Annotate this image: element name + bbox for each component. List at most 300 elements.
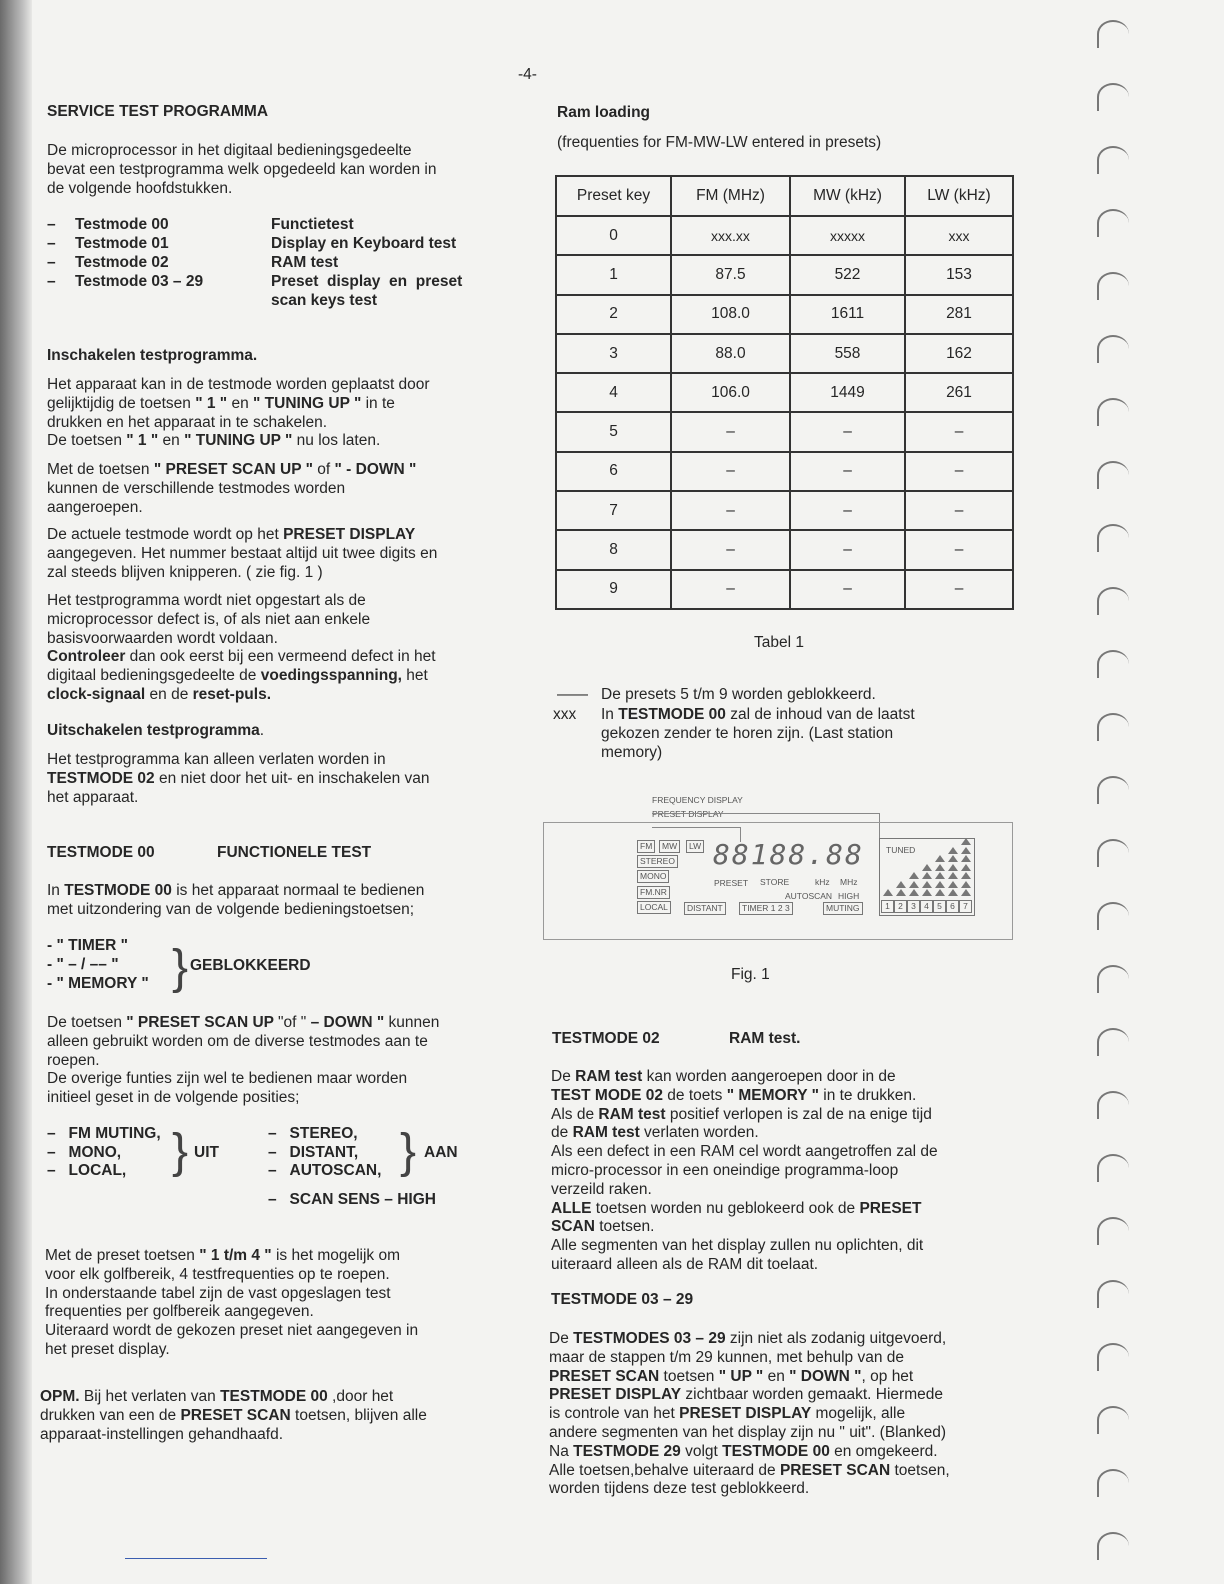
text-line — [47, 545, 437, 564]
mw-segment: MW — [659, 840, 680, 853]
bold-text-run: PRESET — [859, 1199, 922, 1217]
level-number: 7 — [959, 900, 972, 913]
bold-text-run: TESTMODE 00 — [618, 706, 726, 723]
signal-bar-icon — [948, 872, 958, 879]
text-run: toetsen worden nu geblokeerd ook de — [591, 1199, 860, 1217]
testmode-description: Functietest — [271, 216, 354, 233]
bold-text-run: OPM. — [40, 1388, 80, 1405]
section-title: SERVICE TEST PROGRAMMA — [47, 103, 269, 120]
text-run: en de — [145, 685, 193, 703]
muting-segment: MUTING — [823, 902, 863, 915]
text-line — [47, 882, 424, 901]
text-run: de toets — [662, 1086, 727, 1104]
binder-hole — [1097, 965, 1129, 993]
signal-bar-icon — [909, 872, 919, 879]
table-cell: – — [905, 452, 1013, 491]
text-line — [549, 1480, 950, 1499]
text-run: De toetsen — [47, 432, 127, 450]
brace-icon: } — [172, 1125, 189, 1178]
text-run: voor elk golfbereik, 4 testfrequenties op te roepen. — [45, 1265, 390, 1283]
text-run: gekozen zender te horen zijn. (Last station — [601, 724, 894, 742]
text-line — [45, 1285, 418, 1304]
binder-hole — [1097, 587, 1129, 615]
bold-text-run: PRESET DISPLAY — [283, 526, 416, 543]
text-run: in te — [361, 394, 395, 412]
text-run: verlaten worden. — [639, 1124, 759, 1142]
bold-text-run: " TUNING UP " — [184, 432, 293, 450]
level-number: 6 — [946, 900, 959, 913]
ram-loading-subtitle: (frequenties for FM-MW-LW entered in presets) — [557, 134, 882, 151]
bold-text-run: PRESET SCAN — [779, 1461, 891, 1479]
text-line — [47, 770, 430, 789]
high-segment: HIGH — [838, 891, 860, 901]
text-run: zal de inhoud van de laatst — [725, 706, 915, 723]
table-cell: 153 — [905, 255, 1013, 294]
on-item: AUTOSCAN, — [289, 1162, 382, 1179]
uitschakelen-heading — [47, 722, 264, 741]
text-run: drukken van een de — [40, 1406, 181, 1424]
table-cell: – — [905, 530, 1013, 569]
bold-text-run: PRESET DISPLAY — [679, 1405, 812, 1423]
signal-bar-icon — [961, 855, 971, 862]
fm-segment: FM — [637, 840, 655, 853]
table-cell: – — [790, 530, 905, 569]
table-cell: xxxxx — [790, 216, 905, 255]
signal-bar-icon — [935, 855, 945, 862]
binder-hole — [1097, 398, 1129, 426]
text-run: en — [158, 432, 185, 450]
text-run: aangegeven. Het nummer bestaat altijd uit twee digits en — [47, 544, 438, 562]
text-line — [549, 1386, 950, 1405]
heading-period: . — [259, 722, 265, 739]
text-line — [47, 667, 436, 686]
text-run: toetsen, blijven alle — [290, 1406, 427, 1424]
testmode-description: RAM test — [271, 254, 339, 271]
text-line — [551, 1143, 938, 1162]
text-run: mogelijk, alle — [811, 1405, 906, 1423]
blocked-key: - " – / –– " — [47, 955, 119, 973]
column-header: Preset key — [556, 176, 671, 216]
brace-icon: } — [172, 941, 189, 994]
table-cell: 88.0 — [671, 334, 790, 373]
text-run: apparaat-instellingen gehandhaafd. — [40, 1425, 284, 1443]
stereo-segment: STEREO — [637, 855, 678, 868]
signal-bar-icon — [961, 838, 971, 845]
text-run: ,door het — [327, 1388, 394, 1405]
signal-bar-icon — [922, 889, 932, 896]
bold-text-run: TESTMODE 00 — [220, 1388, 328, 1405]
text-line — [601, 744, 915, 763]
text-run: in te drukken. — [818, 1086, 917, 1104]
binder-hole — [1097, 1154, 1129, 1182]
table-cell: 162 — [905, 334, 1013, 373]
signal-bar-icon — [935, 881, 945, 888]
tuned-segment: TUNED — [886, 845, 916, 855]
testmode-name: Testmode 02 — [75, 254, 169, 271]
table-cell: 1611 — [790, 295, 905, 334]
text-run: micro-processor in een oneindige programma-loop — [551, 1161, 899, 1179]
level-numbers — [881, 900, 972, 913]
signal-bar-icon — [961, 872, 971, 879]
table-cell: – — [905, 491, 1013, 530]
text-run: maar de stappen t/m 29 kunnen, met behulp van de — [549, 1348, 905, 1366]
bold-text-run: " - DOWN " — [334, 461, 417, 478]
signal-bar-icon — [896, 889, 906, 896]
binder-hole — [1097, 839, 1129, 867]
figure-caption: Fig. 1 — [731, 966, 770, 983]
dash: – — [47, 235, 56, 252]
text-run: In onderstaande tabel zijn de vast opgeslagen test — [45, 1284, 391, 1302]
text-run: en — [227, 394, 254, 412]
column-header: FM (MHz) — [671, 176, 790, 216]
text-run: toetsen. — [594, 1218, 655, 1236]
text-line — [45, 1303, 418, 1322]
binder-hole — [1097, 335, 1129, 363]
text-line — [45, 1322, 418, 1341]
text-run: is het apparaat normaal te bedienen — [171, 882, 425, 899]
text-run: het — [401, 667, 428, 685]
note — [601, 706, 915, 762]
text-run: De — [551, 1068, 576, 1085]
text-run: de — [551, 1124, 573, 1142]
text-run: memory) — [601, 743, 663, 761]
testmode-name: Testmode 01 — [75, 235, 169, 252]
table-cell: 6 — [556, 452, 671, 491]
signal-bar-icon — [948, 855, 958, 862]
binder-hole — [1097, 1343, 1129, 1371]
signal-bar-icon — [948, 864, 958, 871]
text-run: De — [549, 1330, 574, 1347]
dash: – — [47, 273, 56, 290]
testmode-name: Testmode 00 — [75, 216, 169, 233]
text-run: Het testprogramma wordt niet opgestart als de — [47, 592, 366, 609]
table-header-row — [556, 176, 1013, 216]
table-cell: 8 — [556, 530, 671, 569]
bold-text-run: " 1 " — [126, 432, 159, 450]
text-line — [40, 1407, 427, 1426]
text-line — [549, 1368, 950, 1387]
text-line — [47, 751, 430, 770]
table-cell: xxx.xx — [671, 216, 790, 255]
text-run: Als de — [551, 1105, 599, 1123]
bold-text-run: RAM test — [575, 1068, 643, 1085]
table-row — [556, 530, 1013, 569]
brace-icon: } — [400, 1125, 417, 1178]
text-run: met uitzondering van de volgende bedieningstoetsen; — [47, 900, 415, 918]
text-line — [601, 725, 915, 744]
scan-edge — [0, 0, 32, 1584]
table-cell: – — [905, 412, 1013, 451]
fmnr-segment: FM.NR — [637, 886, 670, 899]
paragraph — [47, 882, 424, 920]
bold-text-run: " 1 t/m 4 " — [199, 1247, 272, 1264]
text-run: kunnen — [384, 1014, 440, 1031]
page-number: -4- — [518, 66, 537, 83]
signal-bar-icon — [948, 889, 958, 896]
level-number: 2 — [894, 900, 907, 913]
preset-table — [555, 175, 1014, 610]
bold-text-run: " 1 " — [195, 394, 228, 412]
text-run: Alle toetsen,behalve uiteraard de — [549, 1461, 780, 1479]
bold-text-run: TESTMODE 29 — [573, 1442, 681, 1460]
testmode00-subheading: FUNCTIONELE TEST — [217, 844, 372, 861]
text-run: Het testprogramma kan alleen verlaten worden in — [47, 751, 386, 768]
bold-text-run: RAM test — [572, 1124, 640, 1142]
local-segment: LOCAL — [637, 901, 671, 914]
text-run: digitaal bedieningsgedeelte de — [47, 667, 261, 685]
intro-paragraph — [47, 142, 436, 198]
text-run: andere segmenten van het display zijn nu " uit". (Blanked) — [549, 1423, 947, 1441]
binder-hole — [1097, 1028, 1129, 1056]
signal-bar-icon — [922, 864, 932, 871]
signal-bar-icon — [961, 864, 971, 871]
bold-text-run: " TUNING UP " — [253, 394, 362, 412]
table-cell: – — [671, 452, 790, 491]
text-run: dan ook eerst bij een vermeend defect in het — [125, 648, 436, 666]
text-run: het apparaat. — [47, 788, 139, 806]
text-run: kunnen de verschillende testmodes worden — [47, 479, 346, 497]
dash: – — [47, 216, 56, 233]
text-run: of — [312, 461, 335, 478]
binder-hole — [1097, 524, 1129, 552]
text-run: initieel geset in de volgende posities; — [47, 1089, 300, 1107]
table-cell: 7 — [556, 491, 671, 530]
text-run: frequenties per golfbereik aangegeven. — [45, 1303, 314, 1321]
timer-segment: TIMER 1 2 3 — [739, 902, 793, 915]
bold-text-run: " DOWN " — [789, 1367, 862, 1385]
testmode-description: Display en Keyboard test — [271, 235, 457, 252]
bold-text-run: " PRESET SCAN UP — [126, 1014, 279, 1031]
testmode00-heading: TESTMODE 00 — [47, 844, 155, 861]
preset-display-label: PRESET DISPLAY — [652, 809, 724, 819]
text-line — [47, 414, 430, 433]
text-run: In — [601, 706, 619, 723]
paragraph — [45, 1247, 418, 1360]
text-run: De presets 5 t/m 9 worden geblokkeerd. — [601, 686, 876, 703]
text-run: bevat een testprogramma welk opgedeeld kan worden in — [47, 160, 437, 178]
signal-meter — [879, 838, 975, 916]
table-caption: Tabel 1 — [754, 634, 804, 651]
signal-bar-icon — [961, 889, 971, 896]
testmode-item — [47, 235, 457, 254]
binder-hole — [1097, 713, 1129, 741]
table-row — [556, 491, 1013, 530]
binder-hole — [1097, 1469, 1129, 1497]
signal-bar-icon — [883, 889, 893, 896]
signal-bar-icon — [948, 881, 958, 888]
table-cell: 522 — [790, 255, 905, 294]
off-item: MONO, — [68, 1143, 122, 1161]
signal-bar-icon — [896, 881, 906, 888]
text-line — [47, 686, 436, 705]
text-line — [549, 1424, 950, 1443]
text-run: en — [763, 1367, 790, 1385]
paragraph — [47, 1014, 439, 1108]
testmode02-subheading: RAM test. — [729, 1030, 801, 1047]
text-line — [47, 432, 430, 451]
text-run: kan worden aangeroepen door in de — [642, 1068, 896, 1085]
paragraph — [551, 1068, 938, 1275]
table-cell: – — [671, 570, 790, 609]
table-cell: xxx — [905, 216, 1013, 255]
text-line — [47, 526, 437, 545]
text-run: zichtbaar worden gemaakt. Hiermede — [681, 1386, 943, 1404]
bold-text-run: SCAN — [551, 1218, 595, 1236]
signal-bar-icon — [909, 889, 919, 896]
bold-text-run: TESTMODES 03 – 29 — [573, 1330, 726, 1347]
text-line — [551, 1087, 938, 1106]
off-item: FM MUTING, — [68, 1125, 161, 1142]
text-line — [601, 686, 876, 705]
text-run: roepen. — [47, 1051, 100, 1069]
digit-display: 88188.88 — [713, 838, 864, 871]
text-line — [47, 461, 416, 480]
column-header: MW (kHz) — [790, 176, 905, 216]
text-line — [47, 901, 424, 920]
text-line — [549, 1443, 950, 1462]
signal-bar-icon — [935, 872, 945, 879]
text-line — [47, 395, 430, 414]
text-run: is controle van het — [549, 1405, 680, 1423]
text-run: en niet door het uit- en inschakelen van — [154, 769, 430, 787]
table-cell: – — [905, 570, 1013, 609]
binder-hole — [1097, 1091, 1129, 1119]
table-row — [556, 216, 1013, 255]
table-cell: 261 — [905, 373, 1013, 412]
blocked-key: - " MEMORY " — [47, 974, 149, 992]
note-symbol: xxx — [553, 706, 577, 723]
text-line — [551, 1237, 938, 1256]
paragraph — [47, 526, 437, 582]
testmode-description: scan keys test — [271, 292, 377, 309]
mono-segment: MONO — [637, 870, 669, 883]
text-run: worden tijdens deze test geblokkeerd. — [549, 1480, 810, 1498]
text-line — [47, 1070, 439, 1089]
bold-text-run: TESTMODE 00 — [64, 882, 172, 899]
text-run: basisvoorwaarden wordt voldaan. — [47, 629, 278, 647]
text-line — [47, 1033, 439, 1052]
signal-bar-icon — [922, 872, 932, 879]
table-cell: 1449 — [790, 373, 905, 412]
binder-hole — [1097, 650, 1129, 678]
text-run: Uiteraard wordt de gekozen preset niet aangegeven in — [45, 1322, 419, 1340]
binder-hole — [1097, 1280, 1129, 1308]
bold-text-run: PRESET DISPLAY — [549, 1386, 682, 1404]
table-cell: 108.0 — [671, 295, 790, 334]
text-line — [551, 1068, 938, 1087]
table-cell: 4 — [556, 373, 671, 412]
table-cell: – — [671, 491, 790, 530]
testmode-item — [47, 254, 339, 273]
testmode-description: Preset display en preset — [271, 273, 463, 290]
text-line — [47, 648, 436, 667]
paragraph — [47, 751, 430, 807]
bold-text-run: reset-puls. — [192, 685, 272, 703]
text-line — [45, 1341, 418, 1360]
signal-bar-icon — [909, 881, 919, 888]
table-cell: 5 — [556, 412, 671, 451]
blocked-key: - " TIMER " — [47, 937, 128, 954]
table-row — [556, 334, 1013, 373]
binder-hole — [1097, 1406, 1129, 1434]
text-run: Alle segmenten van het display zullen nu oplichten, dit — [551, 1237, 924, 1255]
table-row — [556, 412, 1013, 451]
text-run: toetsen — [659, 1367, 719, 1385]
table-cell: – — [790, 491, 905, 530]
table-row — [556, 570, 1013, 609]
binder-hole — [1097, 272, 1129, 300]
text-run: zal steeds blijven knipperen. ( zie fig. 1 ) — [47, 563, 323, 581]
bold-text-run: Controleer — [47, 648, 126, 666]
text-line — [549, 1405, 950, 1424]
text-line — [47, 1052, 439, 1071]
text-line — [551, 1124, 938, 1143]
dash: – — [47, 254, 56, 271]
text-run: aangeroepen. — [47, 498, 143, 516]
frequency-display-label: FREQUENCY DISPLAY — [652, 795, 743, 805]
testmode-name: Testmode 03 – 29 — [75, 273, 204, 290]
text-line — [47, 1089, 439, 1108]
level-number: 4 — [920, 900, 933, 913]
table-cell: 3 — [556, 334, 671, 373]
text-line — [47, 592, 436, 611]
text-line — [47, 180, 436, 199]
note — [601, 686, 876, 705]
preset-segment: PRESET — [714, 878, 749, 888]
text-line — [551, 1181, 938, 1200]
text-run: In — [47, 882, 65, 899]
lw-segment: LW — [686, 840, 704, 853]
text-run: De microprocessor in het digitaal bedieningsgedeelte — [47, 142, 412, 159]
table-cell: – — [790, 570, 905, 609]
table-cell: 2 — [556, 295, 671, 334]
binder-hole — [1097, 209, 1129, 237]
ram-loading-heading: Ram loading — [557, 104, 651, 121]
blocked-label: GEBLOKKEERD — [190, 957, 311, 974]
text-line — [551, 1162, 938, 1181]
text-line — [549, 1349, 950, 1368]
text-run: volgt — [680, 1442, 723, 1460]
bold-text-run: – DOWN " — [310, 1014, 385, 1031]
text-line — [47, 1014, 439, 1033]
table-cell: – — [790, 452, 905, 491]
scan-sens-item: SCAN SENS – HIGH — [289, 1190, 436, 1208]
text-line — [47, 611, 436, 630]
bold-text-run: TESTMODE 00 — [722, 1442, 830, 1460]
text-run: microprocessor defect is, of als niet aan enkele — [47, 610, 371, 628]
table-cell: 1 — [556, 255, 671, 294]
paragraph — [47, 592, 436, 705]
table-cell: 106.0 — [671, 373, 790, 412]
paragraph — [549, 1330, 950, 1499]
text-line — [551, 1218, 938, 1237]
paragraph — [47, 376, 430, 451]
on-item: STEREO, — [289, 1125, 358, 1142]
text-run: De actuele testmode wordt op het — [47, 526, 284, 543]
bold-text-run: clock-signaal — [47, 685, 146, 703]
off-list: – FM MUTING, – MONO, – LOCAL, — [47, 1125, 161, 1179]
text-run: en omgekeerd. — [829, 1442, 938, 1460]
text-line — [47, 789, 430, 808]
bold-text-run: " PRESET SCAN UP " — [153, 461, 313, 478]
bold-text-run: " MEMORY " — [726, 1086, 819, 1104]
divider — [125, 1558, 267, 1559]
on-list: – STEREO, – DISTANT, – AUTOSCAN, – SCAN SENS – HIGH — [268, 1125, 436, 1208]
paragraph — [47, 461, 416, 517]
off-label: UIT — [194, 1144, 219, 1161]
mhz-segment: MHz — [840, 877, 858, 887]
signal-bar-icon — [961, 847, 971, 854]
